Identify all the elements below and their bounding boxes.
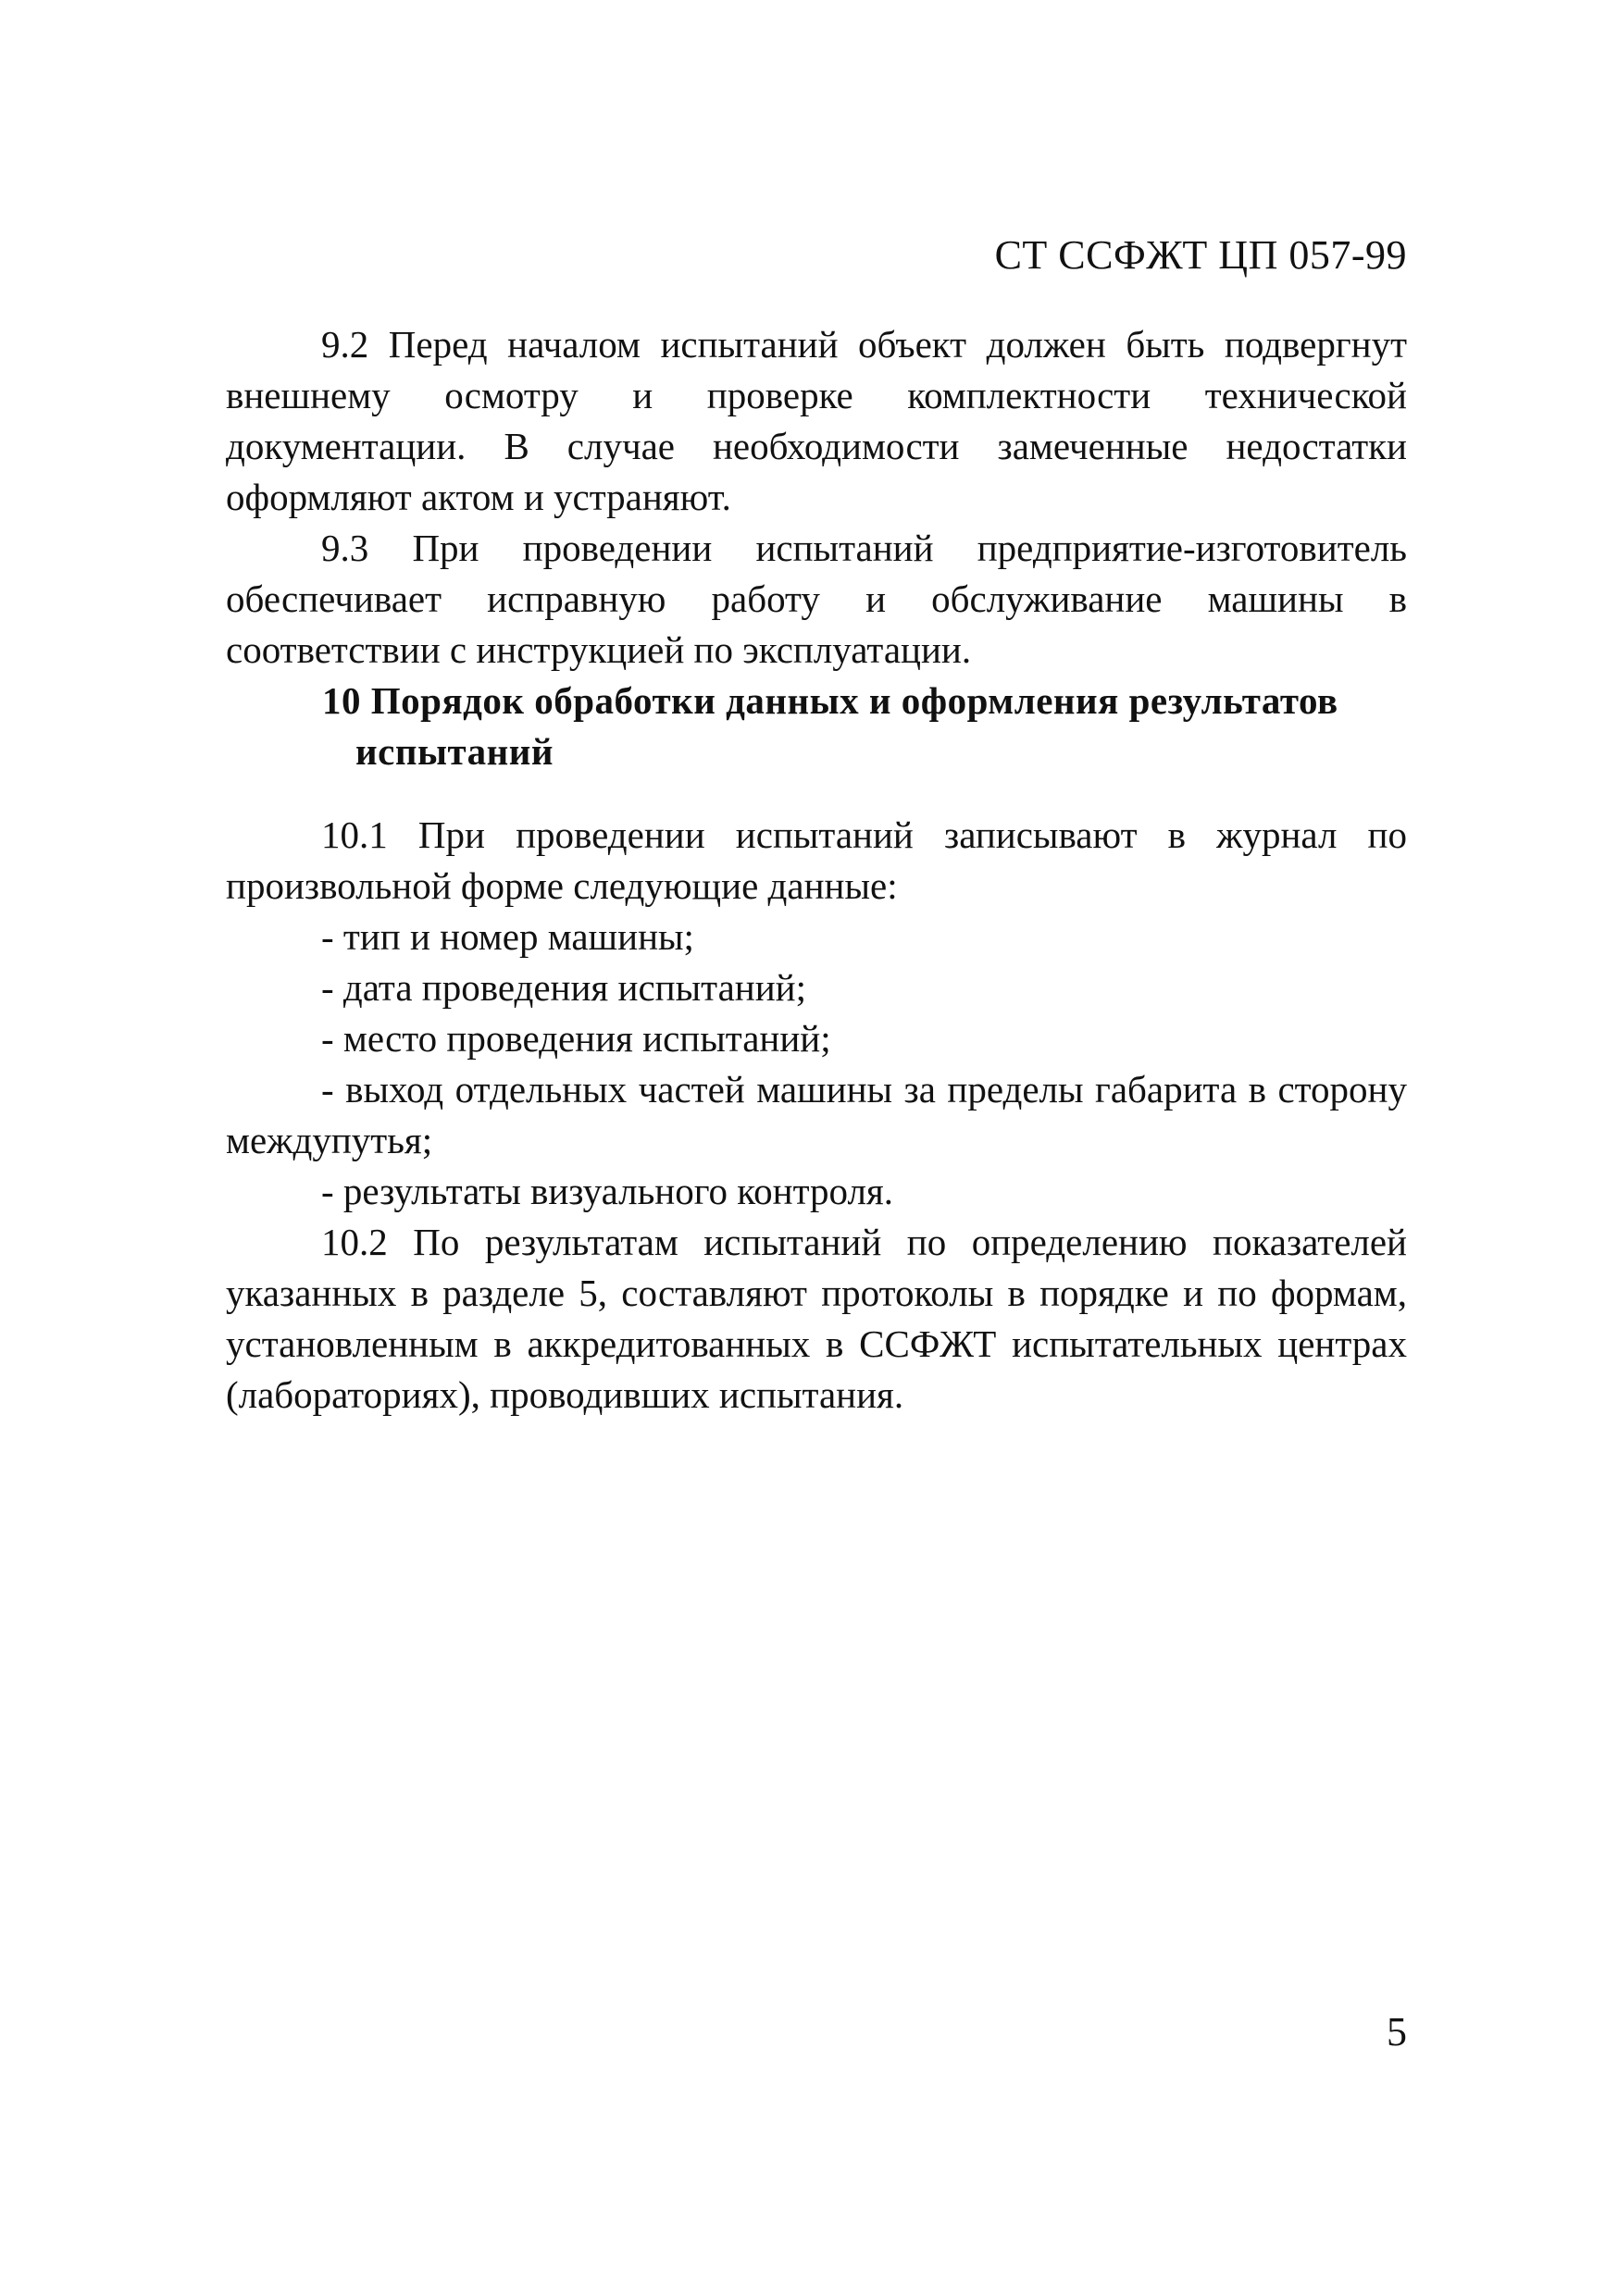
section-10-heading-line2: испытаний xyxy=(355,730,554,773)
paragraph-10-1: 10.1 При проведении испытаний записывают в журнал по произвольной форме следующие данные: xyxy=(226,813,1407,907)
paragraph-9-3: 9.3 При проведении испытаний предприятие-изготовитель обеспечивает исправную работу и обслуживание машины в соответствии с инструкцией по эксплуатации. xyxy=(226,527,1407,671)
section-10-heading xyxy=(322,676,1396,777)
document-code-header: СТ ССФЖТ ЦП 057-99 xyxy=(994,232,1407,278)
list-item: - место проведения испытаний; xyxy=(321,1017,831,1060)
paragraph-9-2: 9.2 Перед началом испытаний объект должен быть подвергнут внешнему осмотру и проверке комплектности технической документации. В случае необходимости замеченные недостатки оформляют актом и устраняют. xyxy=(226,323,1407,518)
paragraph-10-2: 10.2 По результатам испытаний по определению показателей указанных в разделе 5, составляют протоколы в порядке и по формам, установленным в аккредитованных в ССФЖТ испытательных центрах (лабораториях), проводивших испытания. xyxy=(226,1221,1407,1416)
list-item: - дата проведения испытаний; xyxy=(321,966,806,1009)
page-number: 5 xyxy=(1387,2009,1407,2054)
list-item: - тип и номер машины; xyxy=(321,915,694,958)
list-item: - результаты визуального контроля. xyxy=(321,1170,894,1212)
list-item: - выход отдельных частей машины за пределы габарита в сторону междупутья; xyxy=(226,1068,1407,1161)
section-10-text xyxy=(226,810,1407,1421)
section-9-text xyxy=(226,319,1407,676)
section-10-heading-line1: 10 Порядок обработки данных и оформления результатов xyxy=(322,679,1338,722)
data-items-list xyxy=(226,912,1407,1217)
